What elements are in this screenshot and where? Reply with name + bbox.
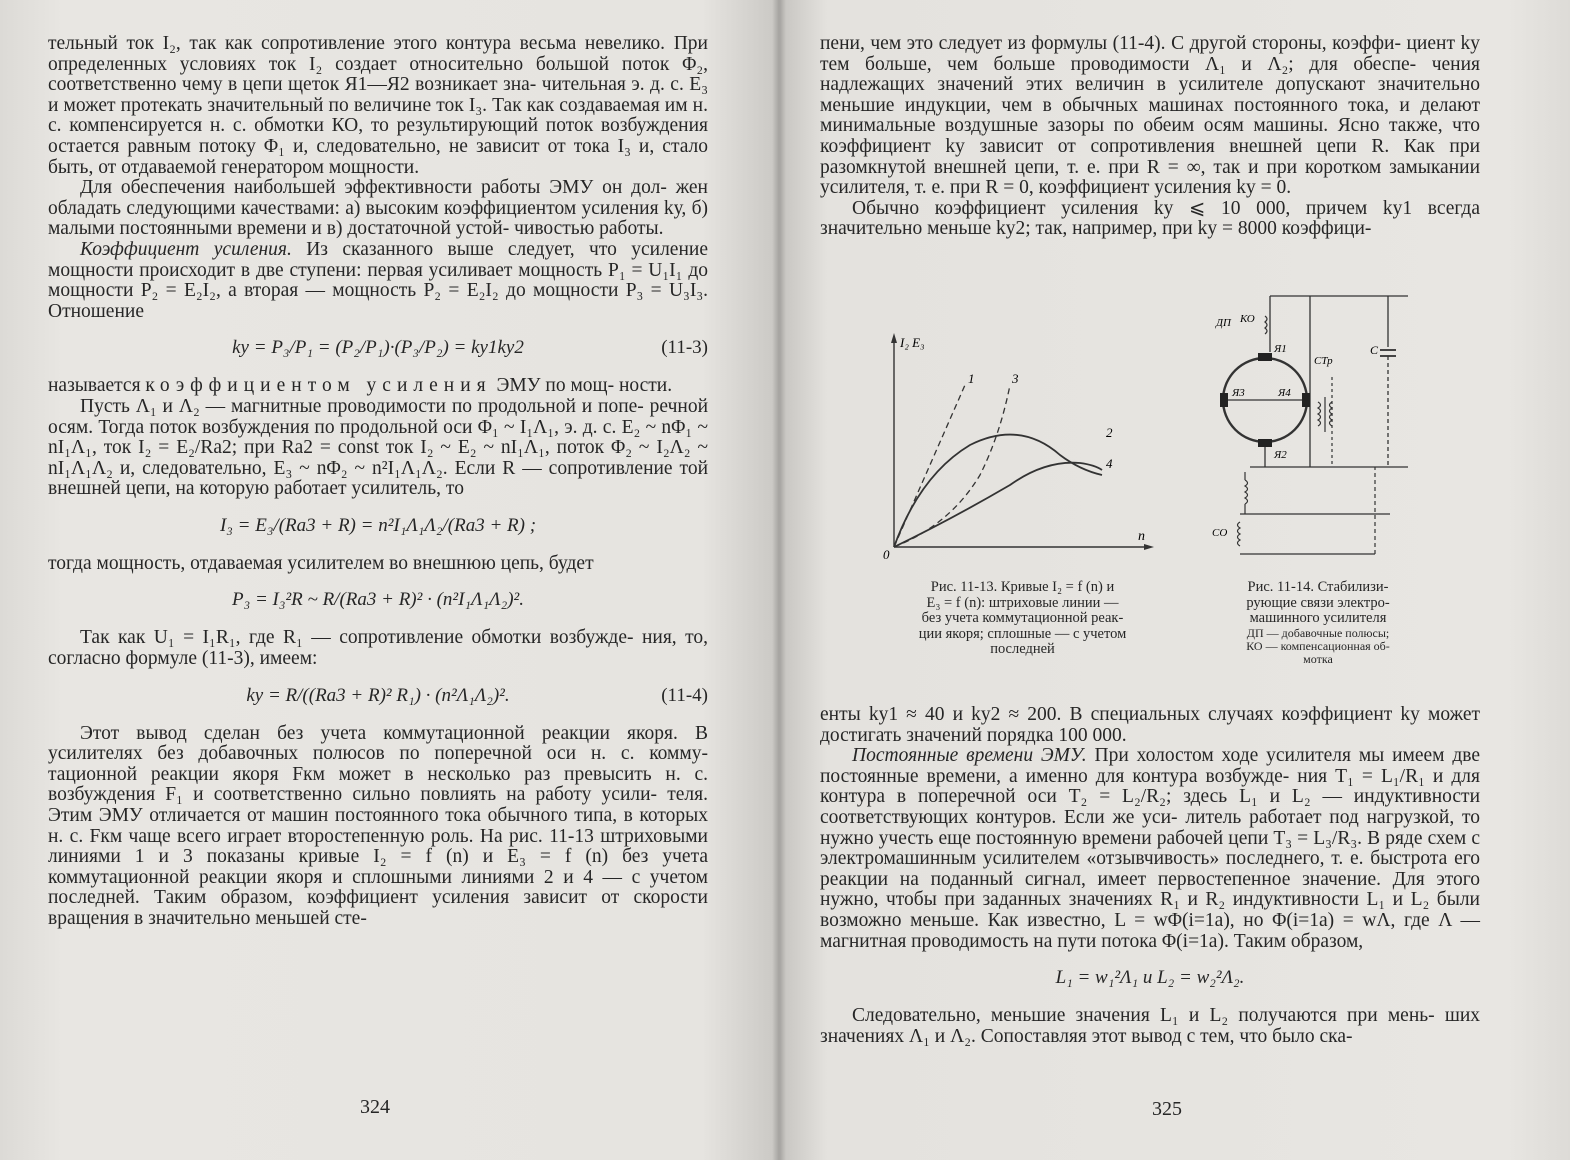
caption-line: Рис. 11-14. Стабилизи-	[1247, 579, 1389, 595]
formula-text: P₃ = I₃²R ~ R/(Rа3 + R)² · (n²I₁Λ₁Λ₂)².	[232, 589, 524, 611]
line: E₃ ~ nΦ₂ ~ n²I₁Λ₁Λ₂. Если R — сопротивление той внешней цепи,	[48, 457, 708, 500]
line: Так как U₁ = I₁R₁, где R₁ — сопротивление обмотки возбужде-	[80, 627, 634, 649]
left-para-7	[48, 628, 708, 669]
line: при коротком замыкании усилителя, т. е. при R = 0, коэффициент	[820, 156, 1481, 199]
left-para-6	[48, 554, 708, 575]
line: и, следовательно, не зависит от тока I₃ и, стало быть, от отдаваемой	[48, 135, 709, 178]
page-number-right: 325	[1152, 1098, 1182, 1120]
line: чтобы при заданных значениях R₁ и R₂ индуктивности L₁ и L₂ были	[885, 889, 1480, 911]
line: При холостом ходе усилителя	[1086, 745, 1351, 767]
curve-3-dashed	[894, 385, 1010, 547]
line: тационной реакции якоря Fкм может в несколько раз превысить н. с.	[48, 763, 708, 785]
line: цепи R. Как при разомкнутой внешней цепи, т. е. при R = ∞, так и	[820, 135, 1481, 178]
line: L₁ и L₂ — индуктивности соответствующих контуров. Если же уси-	[820, 786, 1481, 828]
line: линиями 2 и 4 — с учетом последней. Таким образом, коэффициент	[48, 866, 708, 909]
right-para-4	[820, 746, 1480, 952]
line: значительно меньше kу2; так, например, при kу = 8000 коэффици-	[820, 218, 1372, 240]
line: Ясно также, что коэффициент kу зависит от сопротивления внешней	[820, 115, 1480, 157]
label-ya1: Я1	[1274, 343, 1287, 355]
line: то результирующий поток возбуждения остается равным потоку Φ₁	[48, 115, 709, 157]
curve-label-3: 3	[1012, 371, 1019, 386]
line: чивостью работы.	[514, 218, 664, 240]
formula-number: (11-3)	[661, 337, 708, 359]
transformer-primary	[1318, 402, 1321, 426]
x-axis-label: n	[1138, 529, 1145, 544]
line: тельный ток I₂, так как сопротивление этого контура весьма невелико.	[48, 33, 666, 54]
legend-line: мотка	[1303, 651, 1333, 666]
line: ния, то, согласно формуле (11-3), имеем:	[48, 627, 709, 670]
co-coil-icon	[1238, 522, 1241, 546]
left-para-2	[48, 178, 708, 240]
left-para-1	[48, 34, 708, 178]
origin-label: 0	[883, 547, 890, 562]
brush-ya1	[1258, 353, 1272, 361]
brush-ya3	[1220, 393, 1228, 407]
formula-text: kу = P₃/P₁ = (P₂/P₁)·(P₃/P₂) = kу1kу2	[232, 337, 524, 359]
text: ности.	[618, 375, 673, 397]
line: речной осям. Тогда поток возбуждения по продольной оси Φ₁ ~ I₁Λ₁,	[48, 395, 709, 438]
formula-number: (11-4)	[661, 684, 708, 706]
line: усиления kу = 0.	[1154, 177, 1292, 199]
line: В усилителях без добавочных полюсов по поперечной оси н. с. комму-	[48, 722, 708, 765]
line: циент kу тем больше, чем больше проводимости Λ₁ и Λ₂; для обеспе-	[820, 33, 1481, 75]
section-heading: Коэффициент усиления.	[80, 238, 292, 260]
formula-text: L₁ = w₁²Λ₁ и L₂ = w₂²Λ₂.	[1055, 967, 1245, 989]
formula-11-3	[48, 326, 708, 372]
caption-line: без учета коммутационной реак-	[921, 610, 1124, 626]
curve-label-2: 2	[1106, 425, 1113, 440]
formula-text: I₃ = E₃/(Rа3 + R) = n²I₁Λ₁Λ₂/(Rа3 + R) ;	[219, 514, 537, 536]
label-ya3: Я3	[1232, 387, 1245, 399]
caption-line: ции якоря; сплошные — с учетом	[918, 625, 1127, 642]
line: возможно меньше. Как известно, L = wΦ(i=1a), но Φ(i=1a) = wΛ, где	[820, 909, 1430, 931]
left-para-4	[48, 376, 708, 397]
section-heading: Постоянные времени ЭМУ.	[852, 745, 1087, 767]
brush-ya4	[1302, 393, 1310, 407]
line: усиления kу, б) малыми постоянными времени и в) достаточной устой-	[48, 197, 709, 240]
y-axis-arrow	[891, 333, 897, 343]
line: При определенных условиях ток I₂ создает относительно большой	[48, 33, 708, 75]
line: Пусть Λ₁ и Λ₂ — магнитные проводимости по продольной и попе-	[80, 395, 644, 417]
line: времени рабочей цепи T₃ = L₃/R₃. В ряде схем с электромашинным	[820, 827, 1480, 870]
label-ko: КО	[1240, 313, 1255, 325]
line: ших значениях Λ₁ и Λ₂. Сопоставляя этот вывод с тем, что было ска-	[820, 1005, 1481, 1047]
line: Этот вывод сделан без учета коммутационной реакции якоря.	[80, 722, 678, 744]
line: жен обладать следующими качествами: а) высоким коэффициентом	[48, 177, 708, 219]
line: пени, чем это следует из формулы (11-4). С другой стороны, коэффи-	[820, 33, 1401, 54]
curve-label-4: 4	[1106, 456, 1113, 471]
right-page	[780, 0, 1570, 1160]
label-str: СТр	[1314, 355, 1333, 367]
line: чения надлежащих значений этих величин в усилителе допускают	[820, 53, 1481, 96]
caption-line: рующие связи электро-	[1246, 594, 1390, 611]
curve-label-1: 1	[968, 371, 975, 386]
left-text-column	[48, 34, 708, 930]
right-para-3	[820, 705, 1480, 746]
line: тока, и делают минимальные воздушные зазоры по обеим осям машины.	[820, 94, 1480, 137]
line: э. д. с. E₂ ~ nΦ₁ ~ nI₁Λ₁, ток I₂ = E₂/Rа2; при Rа2 = const ток	[48, 416, 708, 459]
right-para-1	[820, 34, 1480, 199]
line: чительная э. д. с. E₃ и может протекать значительный по величине	[48, 74, 709, 116]
line: на которую работает усилитель, то	[175, 478, 464, 500]
line: возбуждения F₁ и соответственно сильно повлиять на работу усили-	[48, 784, 658, 806]
caption-line: машинного усилителя	[1249, 610, 1387, 626]
ko-coil-icon	[1245, 480, 1248, 504]
line: значительно меньшие индукции, чем в обычных машинах постоянного	[820, 74, 1481, 116]
x-axis-arrow	[1144, 544, 1154, 550]
formula-11-4	[48, 674, 708, 720]
line: может достигать значений порядка 100 000.	[820, 704, 1480, 746]
line: Обычно коэффициент усиления kу ⩽ 10 000, причем kу1 всегда	[852, 197, 1480, 219]
line: ния T₁ = L₁/R₁ и для контура в поперечной оси T₂ = L₂/R₂; здесь	[820, 765, 1480, 808]
right-para-5	[820, 1006, 1480, 1047]
right-text-column-bottom	[820, 705, 1480, 1047]
label-co: СО	[1212, 527, 1228, 539]
formula-text: kу = R/((Rа3 + R)² R₁) · (n²Λ₁Λ₂)².	[246, 684, 510, 706]
line: На рис. 11-13 штриховыми линиями 1 и 3 показаны кривые I₂ = f (n)	[48, 825, 708, 868]
caption-line: последней	[990, 641, 1055, 657]
line: и E₃ = f (n) без учета коммутационной реакции якоря и сплошными	[48, 846, 708, 888]
left-para-8	[48, 724, 708, 930]
line: мощности происходит в две ступени: первая усиливает мощность	[48, 259, 603, 281]
line: теля. Этим ЭМУ отличается от машин постоянного тока обычного	[48, 784, 709, 827]
figure-11-13-graph	[880, 325, 1160, 570]
figure-11-14-caption	[1208, 580, 1428, 666]
line: тогда мощность, отдаваемая усилителем во внешнюю цепь, будет	[48, 552, 594, 574]
label-dp: ДП	[1216, 317, 1231, 329]
figure-11-14-schematic	[1210, 292, 1410, 577]
text: ЭМУ по мощ-	[491, 375, 615, 397]
line: Для обеспечения наибольшей эффективности работы ЭМУ он дол-	[80, 177, 667, 199]
line: усиления зависит от скорости вращения в значительно меньшей сте-	[48, 887, 708, 929]
line: Λ — магнитная проводимость на пути потока Φ(i=1a). Таким образом,	[820, 909, 1481, 952]
y-axis-label: I₂ E₃	[900, 335, 925, 350]
left-para-5	[48, 397, 708, 500]
legend-line: КО — компенсационная об-	[1246, 638, 1390, 653]
line: типа, в которых н. с. Fкм чаще всего играет второстепенную роль.	[48, 805, 708, 847]
legend-line: ДП — добавочные полюсы;	[1246, 625, 1390, 640]
formula-l	[820, 956, 1480, 1002]
page-number-left: 324	[360, 1096, 390, 1118]
line: генератором мощности.	[221, 156, 420, 178]
label-ya4: Я4	[1278, 387, 1291, 399]
line: поданный сигнал, имеет первостепенное значение. Для этого нужно,	[820, 868, 1481, 911]
caption-line: E₃ = f (n): штриховые линии —	[926, 594, 1119, 611]
line: поток Φ₂, соответственно чему в цепи щеток Я1—Я2 возникает зна-	[48, 53, 708, 96]
text: называется	[48, 375, 146, 397]
book-gutter-shadow	[772, 0, 786, 1160]
curve-4-solid	[894, 463, 1102, 547]
line: енты kу1 ≈ 40 и kу2 ≈ 200. В специальных случаях коэффициент kу	[820, 704, 1420, 725]
left-para-3	[48, 240, 708, 322]
line: усилителем «отзывчивость» последнего, т. е. быстрота его реакции на	[820, 848, 1480, 890]
formula-p3	[48, 578, 708, 624]
curve-2-solid	[894, 435, 1102, 547]
right-para-2	[820, 199, 1480, 240]
right-text-column-top	[820, 34, 1480, 240]
figure-11-13-caption	[875, 580, 1170, 658]
caption-line: Рис. 11-13. Кривые I₂ = f (n) и	[930, 579, 1115, 595]
label-ya2: Я2	[1274, 449, 1287, 461]
term-emphasis: коэффициентом усиления	[145, 375, 492, 397]
line: мы имеем две постоянные времени, а именно для контура возбужде-	[820, 745, 1481, 787]
line: ток I₃. Так как создаваемая им н. с. компенсируется н. с. обмотки КО,	[48, 94, 708, 137]
formula-i3	[48, 504, 708, 550]
dp-coil-icon	[1265, 316, 1267, 334]
line: литель работает под нагрузкой, то нужно учесть еще постоянную	[820, 806, 1480, 849]
line: P₁ = U₁I₁ до мощности P₂ = E₂I₂, а вторая — мощность P₂ = E₂I₂	[48, 259, 708, 302]
line: Из сказанного выше следует, что усиление	[291, 238, 708, 260]
left-page	[0, 0, 780, 1160]
label-c: С	[1370, 343, 1379, 357]
line: до мощности P₃ = U₃I₃. Отношение	[48, 280, 709, 322]
brush-ya2	[1258, 439, 1272, 447]
line: Следовательно, меньшие значения L₁ и L₂ получаются при мень-	[852, 1005, 1435, 1027]
line: I₂ ~ E₂ ~ nI₁Λ₁, поток Φ₂ ~ I₂Λ₂ ~ nI₁Λ₁Λ₂ и, следовательно,	[48, 437, 709, 479]
